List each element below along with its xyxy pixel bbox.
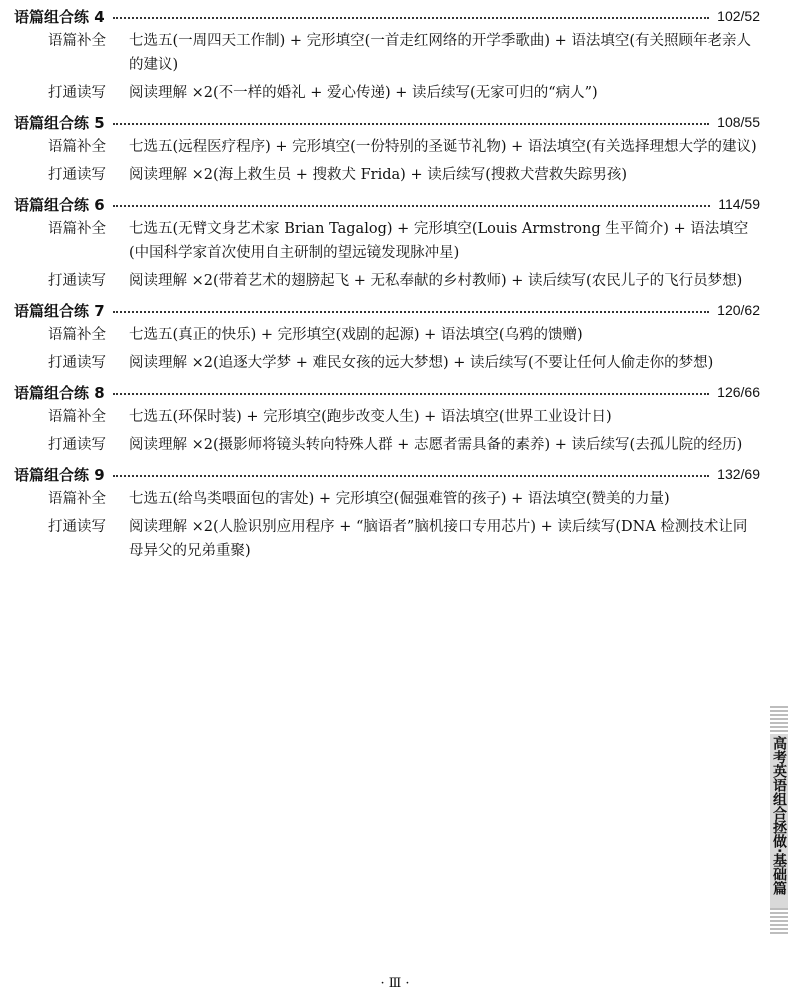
section-title: 语篇组合练 9	[14, 465, 105, 484]
row-text: 七选五(一周四天工作制) + 完形填空(一首走红网络的开学季歌曲) + 语法填空(有关照顾年老亲人的建议)	[129, 33, 752, 73]
row-text: 七选五(远程医疗程序) + 完形填空(一份特别的圣诞节礼物) + 语法填空(有关选择理想大学的建议)	[129, 139, 757, 155]
row-label: 语篇补全	[48, 409, 106, 425]
section-header[interactable]	[14, 191, 760, 217]
row-label: 打通读写	[48, 355, 106, 371]
row-text: 阅读理解 ×2(海上救生员 + 搜救犬 Frida) + 读后续写(搜救犬营救失踪男孩)	[129, 167, 628, 183]
row-label: 打通读写	[48, 85, 106, 101]
dot-leader	[113, 205, 711, 207]
toc-section	[14, 461, 760, 563]
section-header[interactable]	[14, 109, 760, 135]
toc-row	[14, 163, 760, 187]
toc-row	[14, 405, 760, 429]
row-label: 打通读写	[48, 273, 106, 289]
section-header[interactable]	[14, 3, 760, 29]
row-text: 阅读理解 ×2(带着艺术的翅膀起飞 + 无私奉献的乡村教师) + 读后续写(农民儿子的飞行员梦想)	[129, 273, 743, 289]
row-text: 阅读理解 ×2(追逐大学梦 + 难民女孩的远大梦想) + 读后续写(不要让任何人偷走你的梦想)	[129, 355, 714, 371]
toc-row	[14, 29, 760, 77]
toc-row	[14, 433, 760, 457]
dot-leader	[113, 123, 710, 125]
section-title: 语篇组合练 5	[14, 113, 105, 132]
row-text: 七选五(真正的快乐) + 完形填空(戏剧的起源) + 语法填空(乌鸦的馈赠)	[129, 327, 583, 343]
page-numbers: 108/55	[717, 114, 760, 130]
row-label: 语篇补全	[48, 491, 106, 507]
toc-row	[14, 515, 760, 563]
section-header[interactable]	[14, 379, 760, 405]
side-tab	[770, 706, 788, 936]
row-text: 七选五(给鸟类喂面包的害处) + 完形填空(倔强难管的孩子) + 语法填空(赞美的力量)	[129, 491, 670, 507]
toc	[14, 0, 760, 564]
section-header[interactable]	[14, 297, 760, 323]
row-label: 打通读写	[48, 437, 106, 453]
side-tab-stripes	[770, 706, 788, 734]
toc-section	[14, 297, 760, 375]
page-numbers: 132/69	[717, 466, 760, 482]
dot-leader	[113, 475, 710, 477]
page-numbers: 102/52	[717, 8, 760, 24]
side-tab-stripes	[770, 908, 788, 936]
toc-row	[14, 135, 760, 159]
side-tab-title: 高考英语组合拯做·基础篇	[771, 736, 787, 896]
row-label: 语篇补全	[48, 221, 106, 237]
dot-leader	[113, 311, 710, 313]
section-title: 语篇组合练 8	[14, 383, 105, 402]
row-text: 阅读理解 ×2(不一样的婚礼 + 爱心传递) + 读后续写(无家可归的“病人”)	[129, 85, 598, 101]
toc-section	[14, 109, 760, 187]
row-label: 语篇补全	[48, 327, 106, 343]
dot-leader	[113, 17, 710, 19]
toc-row	[14, 487, 760, 511]
section-title: 语篇组合练 4	[14, 7, 105, 26]
page-numbers: 120/62	[717, 302, 760, 318]
row-text: 阅读理解 ×2(人脸识别应用程序 + “脑语者”脑机接口专用芯片) + 读后续写(DNA 检测技术让同母异父的兄弟重聚)	[129, 519, 748, 559]
section-title: 语篇组合练 6	[14, 195, 105, 214]
section-title: 语篇组合练 7	[14, 301, 105, 320]
row-text: 阅读理解 ×2(摄影师将镜头转向特殊人群 + 志愿者需具备的素养) + 读后续写(去孤儿院的经历)	[129, 437, 743, 453]
toc-row	[14, 323, 760, 347]
row-label: 打通读写	[48, 167, 106, 183]
row-text: 七选五(无臂文身艺术家 Brian Tagalog) + 完形填空(Louis Armstrong 生平简介) + 语法填空(中国科学家首次使用自主研制的望远镜发现脉冲星)	[129, 221, 749, 261]
toc-row	[14, 269, 760, 293]
toc-row	[14, 351, 760, 375]
toc-section	[14, 379, 760, 457]
page-numbers: 126/66	[717, 384, 760, 400]
toc-row	[14, 217, 760, 265]
dot-leader	[113, 393, 710, 395]
row-text: 七选五(环保时装) + 完形填空(跑步改变人生) + 语法填空(世界工业设计日)	[129, 409, 612, 425]
toc-section	[14, 3, 760, 105]
row-label: 打通读写	[48, 519, 106, 535]
row-label: 语篇补全	[48, 33, 106, 49]
page-number: · Ⅲ ·	[380, 976, 410, 991]
section-header[interactable]	[14, 461, 760, 487]
toc-section	[14, 191, 760, 293]
row-label: 语篇补全	[48, 139, 106, 155]
toc-row	[14, 81, 760, 105]
page-numbers: 114/59	[718, 196, 760, 212]
